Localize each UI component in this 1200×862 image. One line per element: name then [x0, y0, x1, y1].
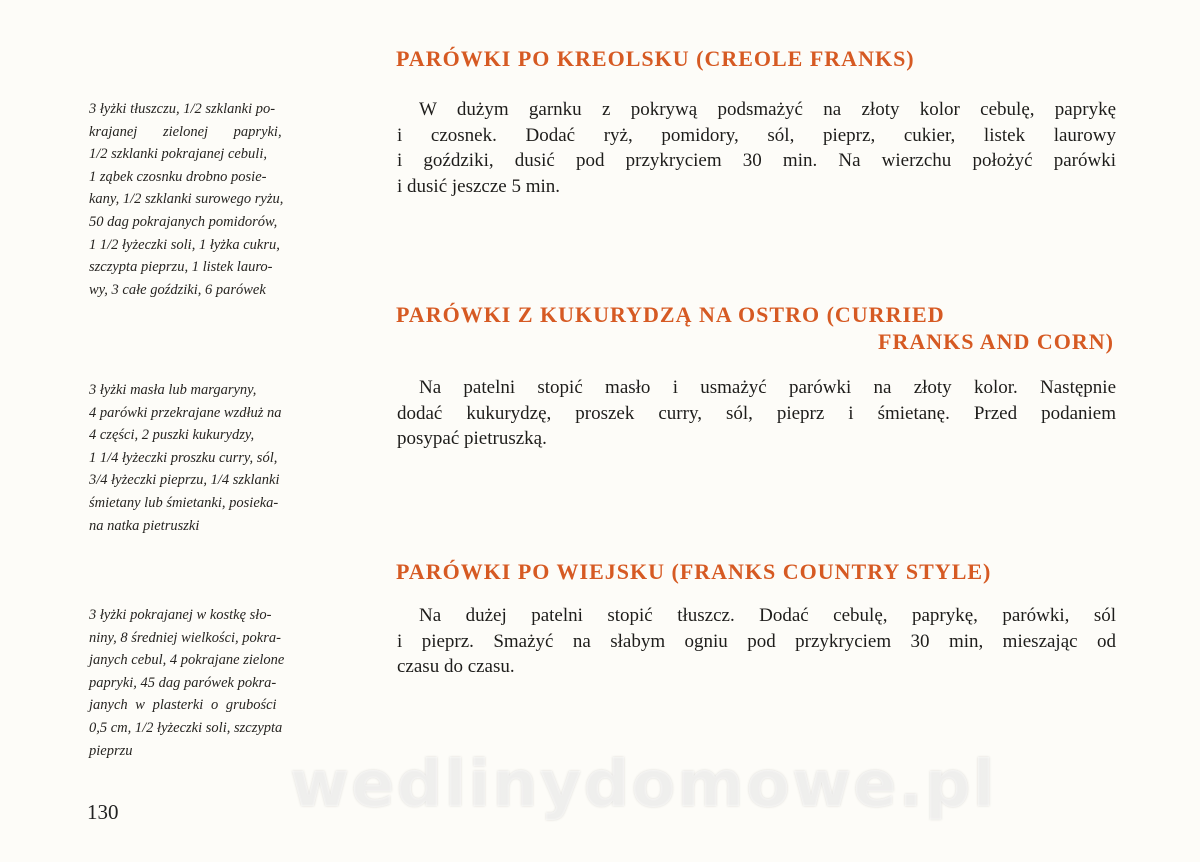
ingredients-line: 3/4 łyżeczki pieprzu, 1/4 szklanki: [89, 472, 280, 489]
ingredients-line: na natka pietruszki: [89, 517, 200, 534]
ingredients-line: szczypta pieprzu, 1 listek lauro-: [89, 259, 273, 276]
recipe-directions: [397, 375, 1116, 452]
ingredients-line: janych cebul, 4 pokrajane zielone: [89, 652, 285, 669]
ingredients-line: kany, 1/2 szklanki surowego ryżu,: [89, 191, 284, 208]
ingredients-line: papryki, 45 dag parówek pokra-: [89, 674, 277, 691]
ingredients-line: 1 1/4 łyżeczki proszku curry, sól,: [89, 449, 278, 466]
ingredients-line: 50 dag pokrajanych pomidorów,: [89, 213, 278, 230]
recipe-title: [396, 558, 991, 585]
directions-line: i czosnek. Dodać ryż, pomidory, sól, pieprz, cukier, listek laurowy: [397, 124, 1116, 146]
directions-line: i dusić jeszcze 5 min.: [397, 175, 561, 197]
ingredients-line: 4 parówki przekrajane wzdłuż na: [89, 404, 282, 421]
directions-line: Na dużej patelni stopić tłuszcz. Dodać cebulę, paprykę, parówki, sól: [419, 605, 1116, 626]
ingredients-line: krajanej zielonej papryki,: [89, 123, 282, 140]
ingredients-line: pieprzu: [89, 742, 133, 759]
ingredients-line: śmietany lub śmietanki, posieka-: [89, 494, 279, 511]
watermark: wedlinydomowe.pl: [290, 748, 997, 822]
ingredients-line: 0,5 cm, 1/2 łyżeczki soli, szczypta: [89, 719, 283, 736]
recipe-title-line: PARÓWKI PO WIEJSKU (FRANKS COUNTRY STYLE): [396, 559, 992, 584]
recipe-directions: [397, 97, 1116, 199]
recipe-title-line: PARÓWKI Z KUKURYDZĄ NA OSTRO (CURRIED: [396, 302, 945, 327]
ingredients-list: [89, 379, 367, 537]
ingredients-line: wy, 3 całe goździki, 6 parówek: [89, 281, 266, 298]
ingredients-line: 1 ząbek czosnku drobno posie-: [89, 168, 267, 185]
ingredients-line: 1/2 szklanki pokrajanej cebuli,: [89, 146, 267, 163]
directions-line: W dużym garnku z pokrywą podsmażyć na złoty kolor cebulę, paprykę: [419, 99, 1116, 120]
recipe-title: [396, 301, 1114, 355]
ingredients-list: [89, 98, 367, 301]
page-number: 130: [87, 800, 119, 824]
directions-line: i goździki, dusić pod przykryciem 30 min. Na wierzchu położyć parówki: [397, 150, 1116, 171]
recipe-title-line: PARÓWKI PO KREOLSKU (CREOLE FRANKS): [396, 46, 915, 71]
ingredients-list: [89, 604, 367, 762]
ingredients-line: 3 łyżki masła lub margaryny,: [89, 382, 257, 398]
directions-line: posypać pietruszką.: [397, 428, 547, 449]
directions-line: Na patelni stopić masło i usmażyć parówki na złoty kolor. Następnie: [419, 377, 1116, 398]
directions-line: czasu do czasu.: [397, 656, 515, 677]
recipe-title-line: FRANKS AND CORN): [878, 329, 1114, 354]
ingredients-line: niny, 8 średniej wielkości, pokra-: [89, 629, 281, 646]
ingredients-line: 3 łyżki pokrajanej w kostkę sło-: [89, 607, 272, 623]
ingredients-line: 1 1/2 łyżeczki soli, 1 łyżka cukru,: [89, 236, 280, 253]
directions-line: dodać kukurydzę, proszek curry, sól, pieprz i śmietanę. Przed podaniem: [397, 402, 1116, 424]
ingredients-line: janych w plasterki o grubości: [89, 697, 277, 714]
ingredients-line: 4 części, 2 puszki kukurydzy,: [89, 427, 255, 444]
ingredients-line: 3 łyżki tłuszczu, 1/2 szklanki po-: [89, 101, 276, 117]
directions-line: i pieprz. Smażyć na słabym ogniu pod przykryciem 30 min, mieszając od: [397, 630, 1116, 652]
recipe-title: [396, 45, 915, 72]
recipe-directions: [397, 603, 1116, 680]
